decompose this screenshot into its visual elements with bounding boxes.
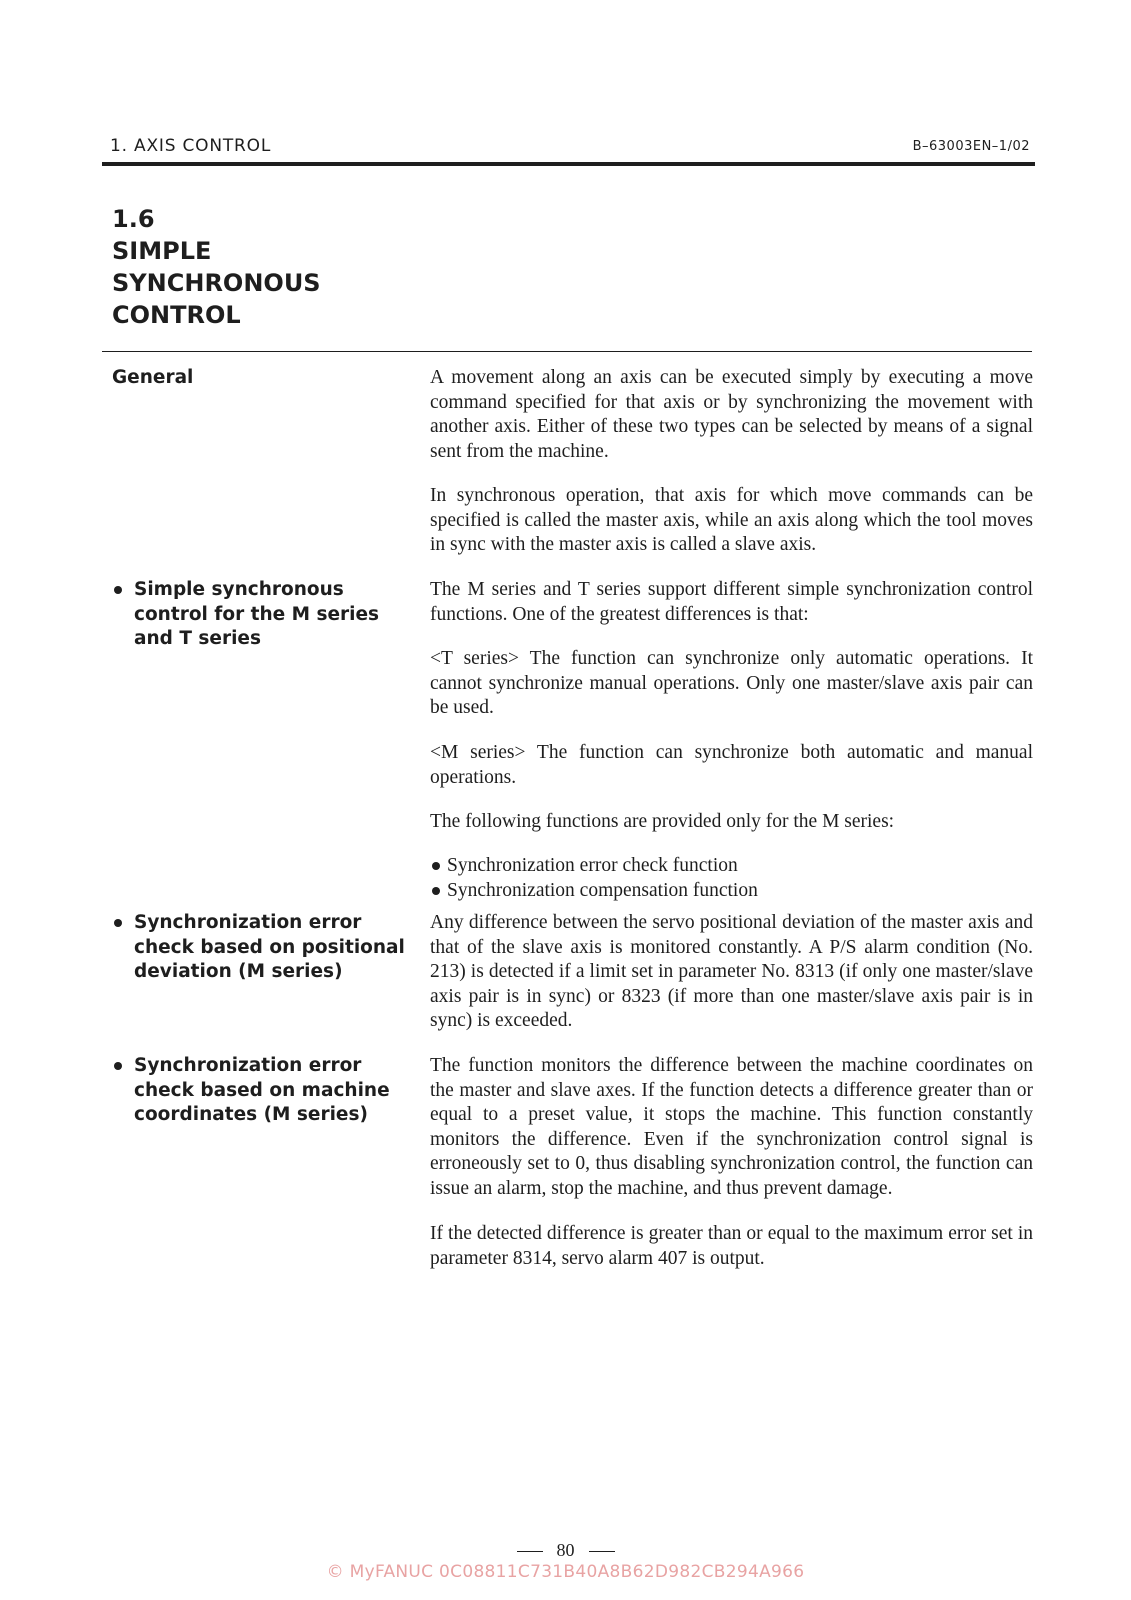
page-number [0, 1540, 1131, 1561]
section-title-line-1: SIMPLE [112, 237, 212, 265]
section-number: 1.6 [112, 205, 155, 233]
header-rule [102, 162, 1035, 166]
paragraph-series-intro: The M series and T series support different simple synchronization control functions. One of the greatest differences is that: [430, 579, 1033, 625]
list-item: Synchronization error check function [430, 854, 1033, 879]
side-heading-sync-error-machine: Synchronization error check based on machine coordinates (M series) [112, 1054, 424, 1128]
section-rule [102, 351, 1032, 352]
m-series-function-list [430, 854, 1033, 903]
side-heading-sync-error-positional: Synchronization error check based on positional deviation (M series) [112, 911, 424, 985]
running-header-chapter: 1. AXIS CONTROL [110, 136, 272, 156]
paragraph-t-series: <T series> The function can synchronize only automatic operations. It cannot synchronize manual operations. Only one master/slave axis pair can be used. [430, 648, 1033, 718]
paragraph-general-2: In synchronous operation, that axis for which move commands can be specified is called the master axis, while an axis along which the tool moves in sync with the master axis is called a slave axis. [430, 485, 1033, 555]
paragraph-positional-deviation: Any difference between the servo positional deviation of the master axis and that of the slave axis is monitored constantly. A P/S alarm condition (No. 213) is detected if a limit set in parameter No. 8313 (if only one master/slave axis pair is in sync) or 8323 (if more than one master/slave axis pair is in sync) is exceeded. [430, 912, 1033, 1031]
side-heading-general: General [112, 367, 194, 388]
paragraph-servo-alarm: If the detected difference is greater than or equal to the maximum error set in parameter 8314, servo alarm 407 is output. [430, 1223, 1033, 1269]
paragraph-machine-coordinates: The function monitors the difference between the machine coordinates on the master and slave axes. If the function detects a difference greater than or equal to a preset value, it stops the machine. This function constantly monitors the difference. Even if the synchronization control signal is erroneously set to 0, thus disabling synchronization control, the function can issue an alarm, stop the machine, and thus prevent damage. [430, 1055, 1033, 1199]
page-number-dash-left [517, 1551, 543, 1552]
section-title [112, 203, 321, 331]
paragraph-m-only-functions: The following functions are provided only for the M series: [430, 811, 895, 832]
section-title-line-3: CONTROL [112, 301, 241, 329]
paragraph-general-1: A movement along an axis can be executed simply by executing a move command specified for that axis or by synchronizing the movement with another axis. Either of these two types can be selected by means of a signal sent from the machine. [430, 367, 1033, 462]
page-number-dash-right [589, 1551, 615, 1552]
paragraph-m-series: <M series> The function can synchronize both automatic and manual operations. [430, 742, 1033, 788]
side-heading-simple-sync: Simple synchronous control for the M series and T series [112, 578, 424, 652]
page-number-value: 80 [556, 1540, 575, 1560]
document-code: B–63003EN–1/02 [912, 139, 1030, 154]
watermark: © MyFANUC 0C08811C731B40A8B62D982CB294A966 [326, 1562, 805, 1582]
list-item: Synchronization compensation function [430, 879, 1033, 904]
section-title-line-2: SYNCHRONOUS [112, 269, 321, 297]
